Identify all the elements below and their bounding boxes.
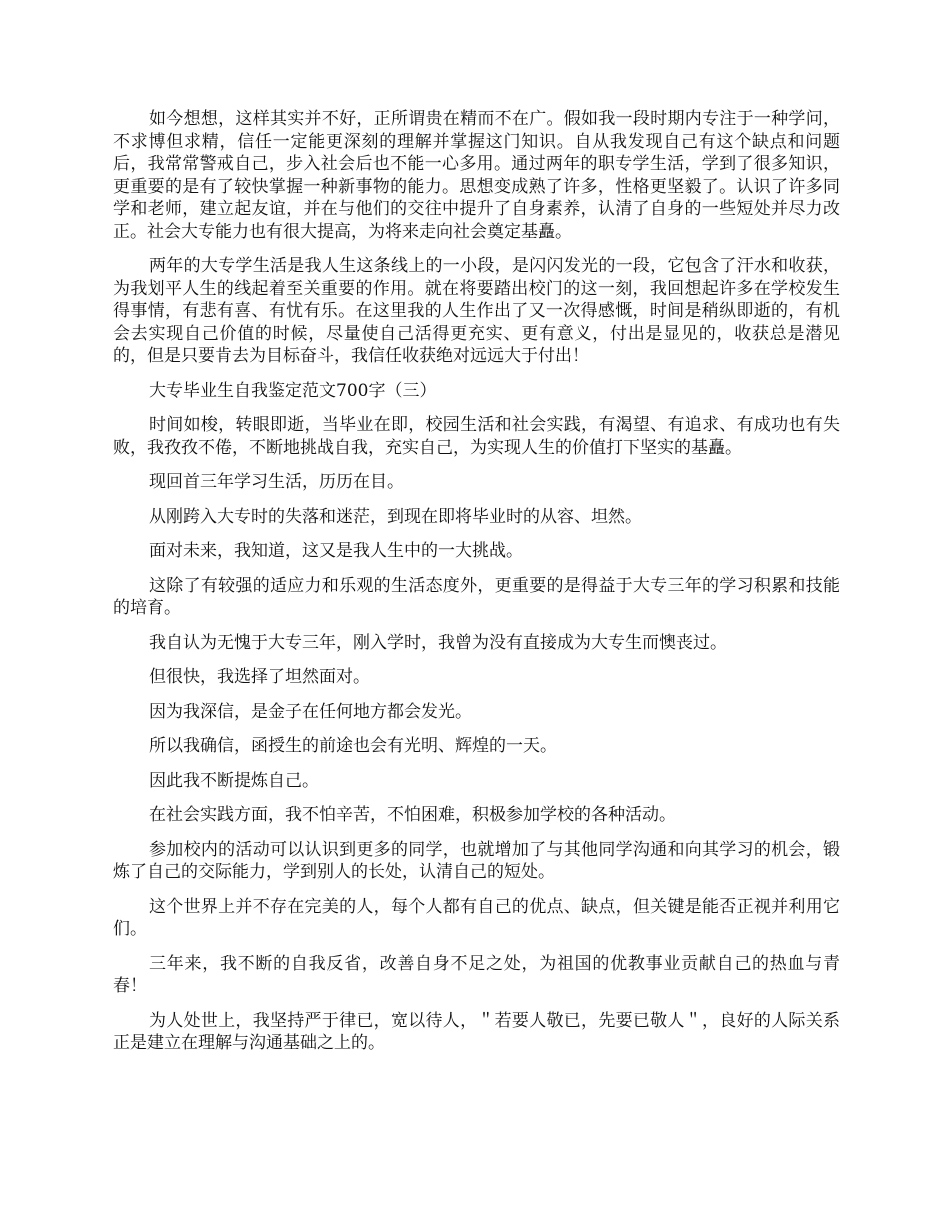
paragraph: 因此我不断提炼自己。 (149, 770, 319, 791)
paragraph: 因为我深信，是金子在任何地方都会发光。 (149, 701, 472, 722)
paragraph: 这除了有较强的适应力和乐观的生活态度外，更重要的是得益于大专三年的学习积累和技能的培育。 (113, 575, 840, 618)
paragraph: 所以我确信，函授生的前途也会有光明、辉煌的一天。 (149, 736, 557, 756)
paragraph: 两年的大专学生活是我人生这条线上的一小段，是闪闪发光的一段，它包含了汗水和收获，为我划平人生的线起着至关重要的作用。就在将要踏出校门的这一刻，我回想起许多在学校发生得事情，有悲有喜、有忧有乐。在这里我的人生作出了又一次得感慨，时间是稍纵即逝的，有机会去实现自己价值的时候，尽量使自己活得更充实、更有意义，付出是显见的，收获总是潜见的，但是只要肯去为目标奋斗，我信任收获绝对远远大于付出！ (113, 256, 840, 366)
paragraph: 现回首三年学习生活，历历在目。 (149, 472, 404, 492)
document-page (113, 108, 840, 1067)
paragraph: 从刚跨入大专时的失落和迷茫，到现在即将毕业时的从容、坦然。 (149, 506, 642, 527)
paragraph: 在社会实践方面，我不怕辛苦，不怕困难，积极参加学校的各种活动。 (149, 805, 676, 825)
paragraph: 参加校内的活动可以认识到更多的同学，也就增加了与其他同学沟通和向其学习的机会，锻炼了自己的交际能力，学到别人的长处，认清自己的短处。 (113, 839, 840, 882)
paragraph: 三年来，我不断的自我反省，改善自身不足之处，为祖国的优教事业贡献自己的热血与青春！ (113, 953, 840, 996)
paragraph: 面对未来，我知道，这又是我人生中的一大挑战。 (149, 541, 523, 561)
paragraph: 我自认为无愧于大专三年，刚入学时，我曾为没有直接成为大专生而懊丧过。 (149, 632, 727, 653)
paragraph: 但很快，我选择了坦然面对。 (149, 667, 370, 687)
paragraph: 如今想想，这样其实并不好，正所谓贵在精而不在广。假如我一段时期内专注于一种学问，不求博但求精，信任一定能更深刻的理解并掌握这门知识。自从我发现自己有这个缺点和问题后，我常常警戒自己，步入社会后也不能一心多用。通过两年的职专学生活，学到了很多知识，更重要的是有了较快掌握一种新事物的能力。思想变成熟了许多，性格更坚毅了。认识了许多同学和老师，建立起友谊，并在与他们的交往中提升了自身素养，认清了自身的一些短处并尽力改正。社会大专能力也有很大提高，为将来走向社会奠定基矗。 (113, 109, 840, 242)
section-heading: 大专毕业生自我鉴定范文700字（三） (149, 380, 437, 401)
paragraph: 这个世界上并不存在完美的人，每个人都有自己的优点、缺点，但关键是能否正视并利用它们。 (113, 896, 840, 939)
paragraph: 为人处世上，我坚持严于律已，宽以待人，＂若要人敬已，先要已敬人＂，良好的人际关系正是建立在理解与沟通基础之上的。 (113, 1010, 840, 1053)
paragraph: 时间如梭，转眼即逝，当毕业在即，校园生活和社会实践，有渴望、有追求、有成功也有失败，我孜孜不倦，不断地挑战自我，充实自己，为实现人生的价值打下坚实的基矗。 (113, 415, 840, 458)
